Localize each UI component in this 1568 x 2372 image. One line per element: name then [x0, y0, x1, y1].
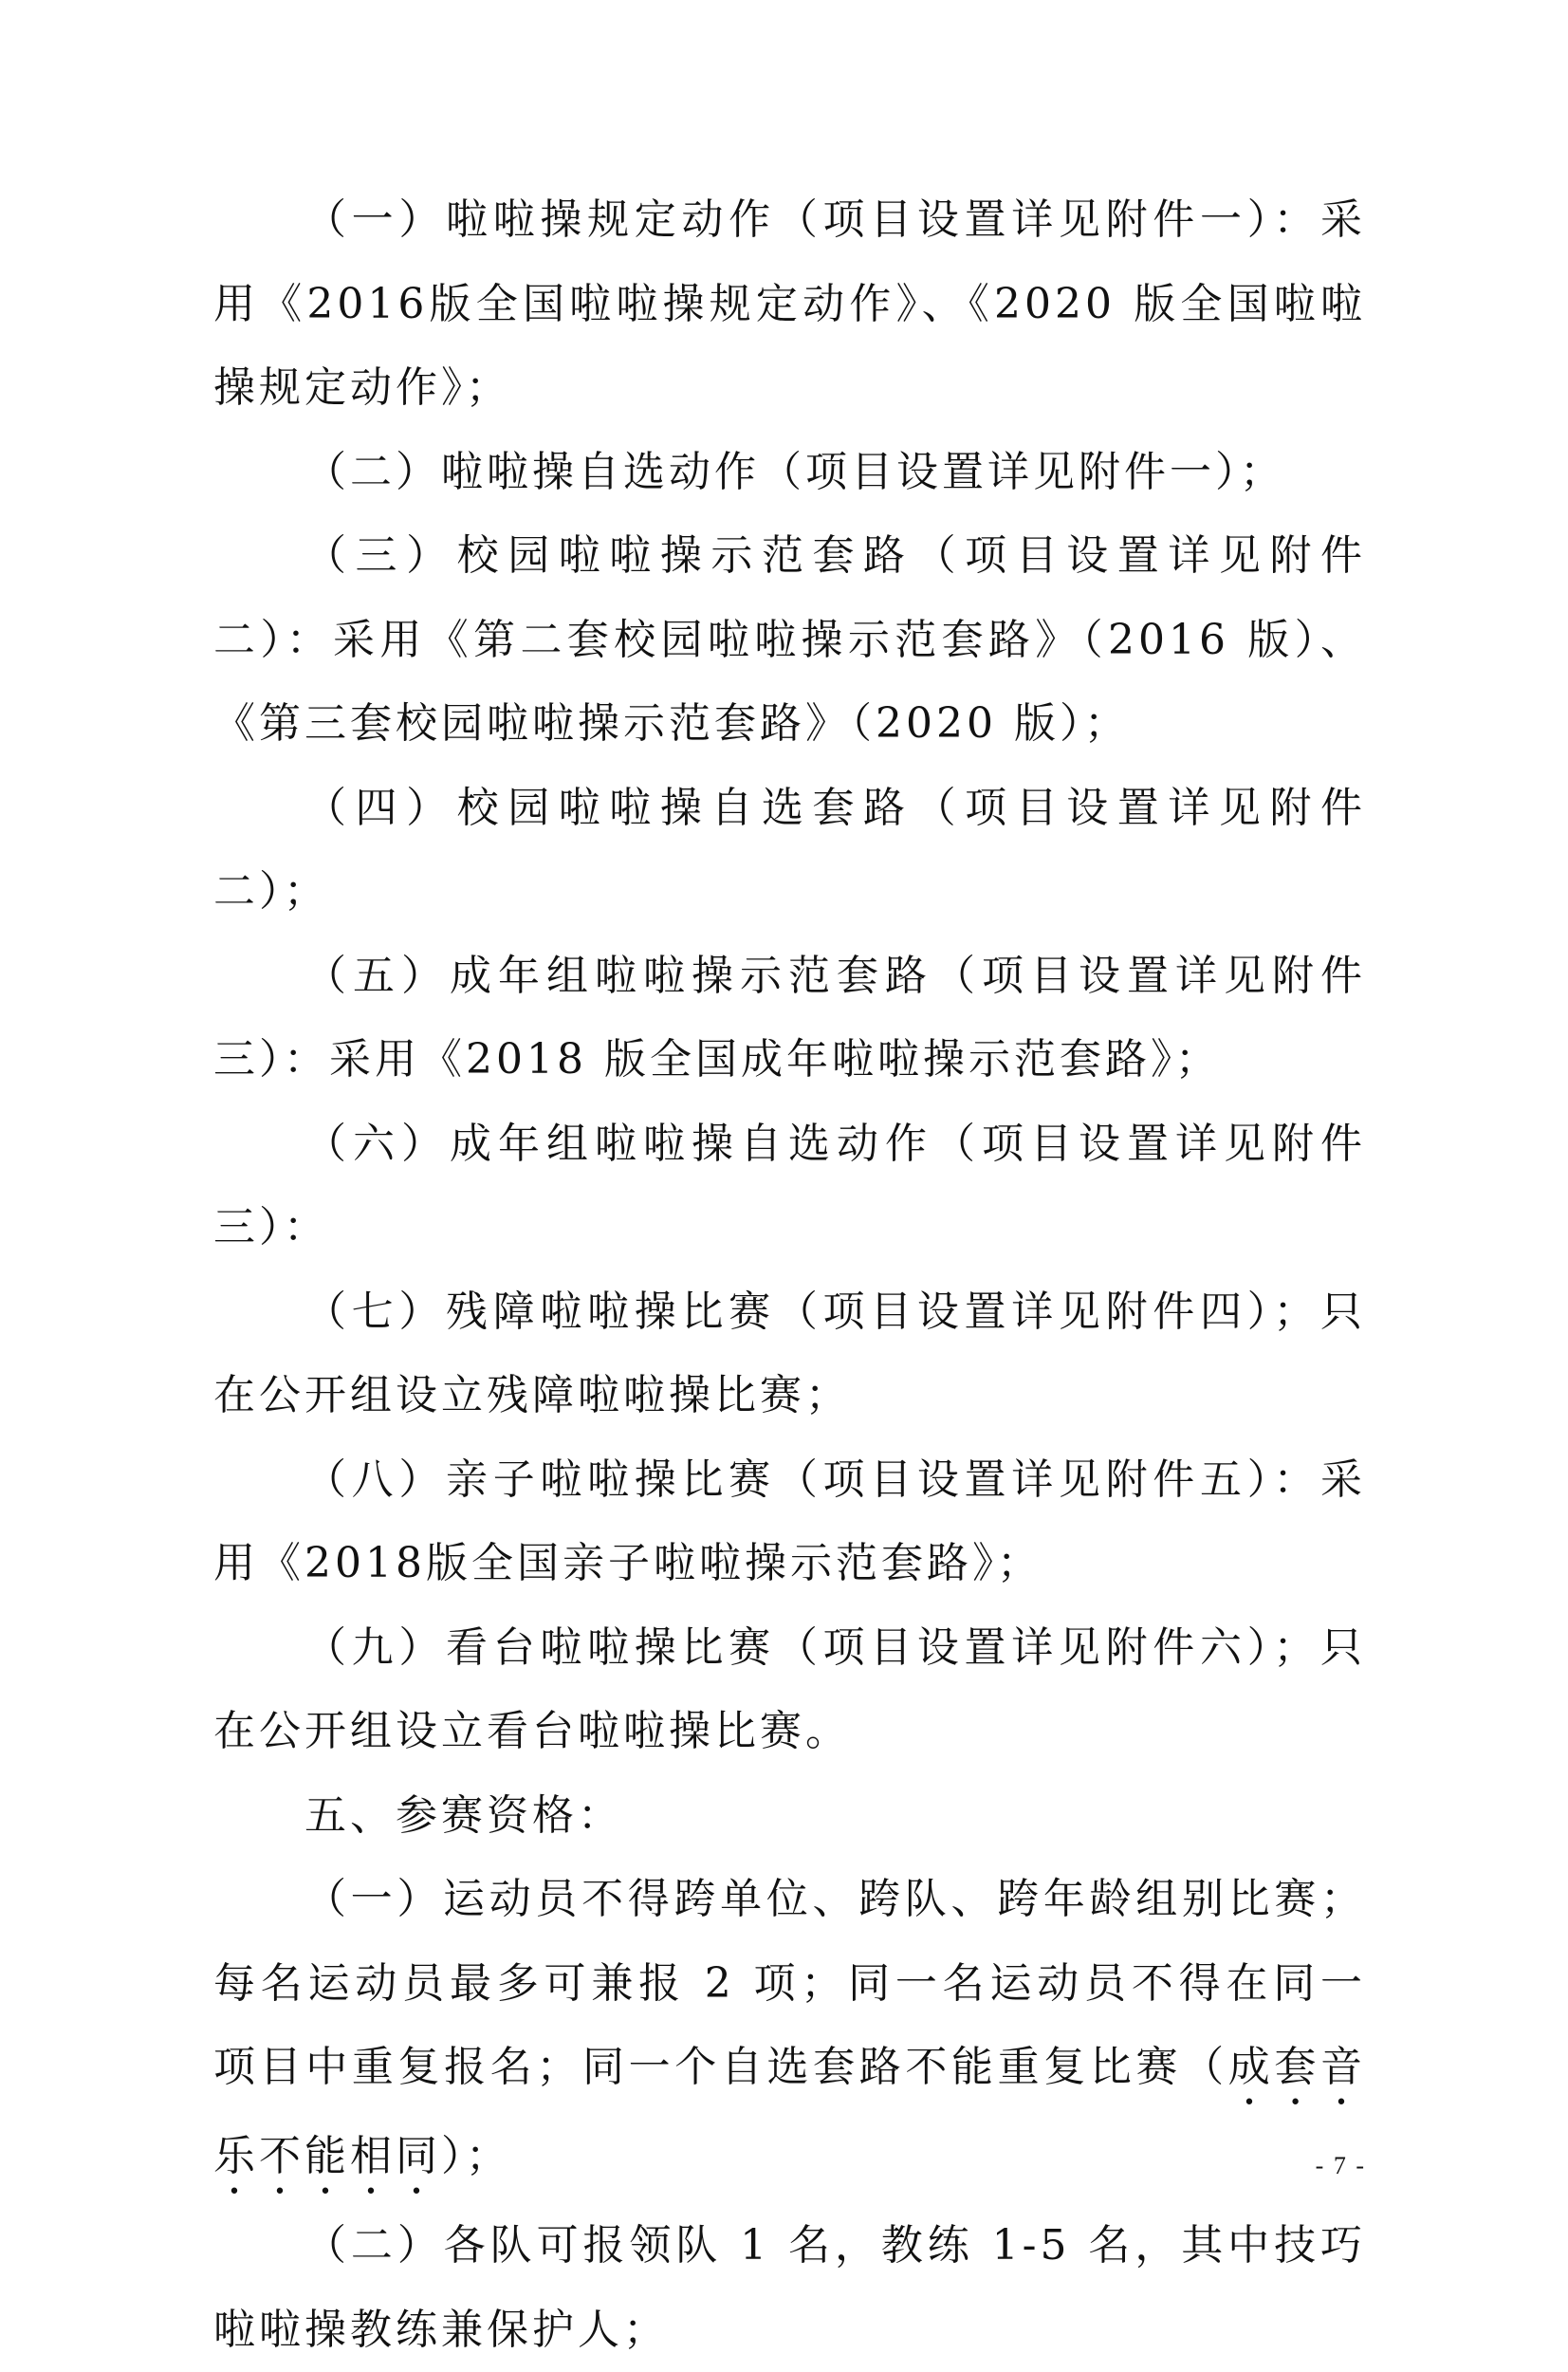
paragraph-8: （八）亲子啦啦操比赛（项目设置详见附件五）：采用《2018版全国亲子啦啦操示范套路》； — [213, 1455, 1366, 1587]
paragraph-2: （二）啦啦操自选动作（项目设置详见附件一）； — [304, 447, 1285, 496]
paragraph-7: （七）残障啦啦操比赛（项目设置详见附件四）；只在公开组设立残障啦啦操比赛； — [213, 1287, 1366, 1419]
paragraph-12: （二）各队可报领队 1 名，教练 1-5 名，其中技巧啦啦操教练兼保护人； — [213, 2221, 1366, 2354]
page-body — [213, 178, 1366, 2372]
paragraph-5: （五）成年组啦啦操示范套路（项目设置详见附件三）：采用《2018 版全国成年啦啦操示范套路》； — [213, 951, 1366, 1084]
paragraph-9: （九）看台啦啦操比赛（项目设置详见附件六）；只在公开组设立看台啦啦操比赛。 — [213, 1622, 1366, 1755]
paragraph-4: （四）校园啦啦操自选套路（项目设置详见附件二）； — [213, 783, 1366, 916]
paragraph-11-text: （一）运动员不得跨单位、跨队、跨年龄组别比赛；每名运动员最多可兼报 2 项；同一名运动员不得在同一项目中重复报名；同一个自选套路不能重复比赛 — [213, 1875, 1366, 2091]
section-heading: 五、参赛资格： — [304, 1790, 623, 1840]
paragraph-3: （三）校园啦啦操示范套路（项目设置详见附件二）：采用《第二套校园啦啦操示范套路》（2016 版）、《第三套校园啦啦操示范套路》（2020 版）； — [213, 531, 1366, 748]
emphasized-text: （成套音乐不能相同） — [213, 2043, 1366, 2180]
paragraph-11 — [213, 1858, 1366, 2204]
paragraph-1: （一）啦啦操规定动作（项目设置详见附件一）：采用《2016版全国啦啦操规定动作》、《2020 版全国啦啦操规定动作》； — [213, 195, 1366, 412]
page-number: - 7 - — [1315, 2152, 1366, 2179]
paragraph-11-end: ； — [466, 2132, 511, 2180]
paragraph-6: （六）成年组啦啦操自选动作（项目设置详见附件三）： — [213, 1119, 1366, 1251]
